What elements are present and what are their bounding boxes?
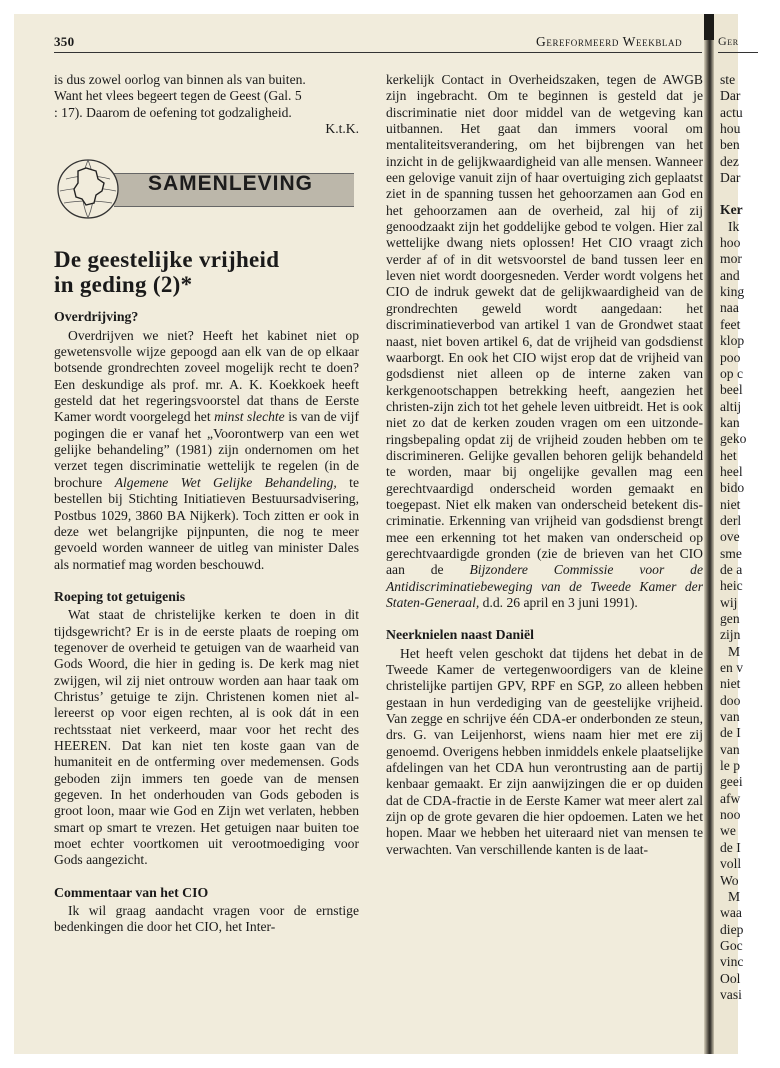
paragraph-commentaar: Ik wil graag aandacht vragen voor de ernstige bedenkingen die door het CIO, het Inter- [54,903,359,935]
paragraph-neerknielen: Het heeft velen geschokt dat tijdens het debat in de Tweede Kamer de vertegenwoordigers van de kleine christelijke partijen GPV, RPF en SGP, zo alleen hebben gestaan in hun verdediging van de geestelijke vrijheid. Van zegge en schrijve één CDA-er onderbonden ze steun, drs. G. van Leijenhorst, wiens naam hier met ere zij genoemd. Overigens hebben inmiddels enkele plaatselijke afdelingen van het CDA hun verontrusting aan de partij kenbaar gemaakt. Er zijn aanwijzingen die er op duiden dat de CDA-fractie in de Eerste Kamer wat meer alert zal zijn op de grote gevaren die hier opdoemen. Laten we het hopen. Maar we hebben het uiteraard niet van mensen te verwachten. Van verschillende kanten is de laat- [386,645,703,857]
author-signature: K.t.K. [325,121,359,137]
spine-mark [704,14,714,40]
cutoff-line: dez [720,153,739,169]
article-title [54,247,359,297]
next-page-header: Ger [718,34,739,48]
cutoff-line: ove [720,529,740,545]
paragraph-text: is van de vijf pogingen die er vanaf het „Voorontwerp van een wet gelijke behandeling” (1981) zijn ondernomen om het verzet tegen discriminatie wettelijk te regelen (in de brochure [54,409,359,490]
column-left [54,72,359,936]
cutoff-line: de I [720,839,741,855]
cutoff-lines-a [720,72,780,186]
cutoff-line: Ool [720,970,741,986]
cutoff-line: derl [720,512,742,528]
cutoff-line: en v [720,660,744,676]
cutoff-line: voll [720,856,742,872]
paragraph-text: te bestellen bij Stichting Initiatieven Bestuursadvisering, Postbus 1029, 3860 BA Nijkerk). Toch zitten er ook in deze wet belangrijke pijnpunten, die nog te meer gevoeld worden wanneer de uitleg van minister Dales als normatief mag worden beschouwd. [54,474,359,572]
emphasis-text: Algemene Wet Gelijke Behandeling, [114,474,337,490]
subheading-neerknielen: Neerknielen naast Daniël [386,627,534,643]
paragraph-overdrijving [54,328,359,573]
cutoff-line: gen [720,611,740,626]
cutoff-line: niet [720,676,741,692]
cutoff-line: feet [720,316,741,332]
cutoff-line: heel [720,463,743,479]
cutoff-line: Ik [728,218,740,234]
cutoff-line: naa [720,300,739,316]
intro-line-1: is dus zowel oorlog van binnen als van buiten. [54,72,306,87]
cutoff-line: sme [720,545,742,561]
cutoff-line: op c [720,365,744,381]
cutoff-line: hou [720,121,741,137]
cutoff-line: afw [720,790,741,806]
cutoff-line: van [720,741,740,757]
cutoff-line: waa [720,905,742,921]
cutoff-line: zijn [720,627,741,643]
cutoff-line: wij [720,594,738,610]
subheading-roeping: Roeping tot getuigenis [54,588,186,604]
cutoff-line: het [720,447,737,463]
cutoff-line: Wo [720,872,739,888]
cutoff-line: niet [720,496,741,512]
column-right [386,72,703,858]
cutoff-line: mor [720,251,742,267]
emphasis-text: minst slechte [214,409,285,425]
article-title-line-2: in geding (2)* [54,272,193,298]
section-logo [52,157,359,221]
column-cut-off [720,72,780,1003]
magazine-page [14,14,747,1054]
cutoff-line: and [720,267,740,283]
cutoff-line: actu [720,104,743,120]
cutoff-line: altij [720,398,742,414]
cutoff-line: vasi [720,986,742,1002]
cutoff-line: geei [720,774,743,790]
cutoff-line: kan [720,414,740,430]
emphasis-text: Bijzondere Commissie voor de Antidiscriminatiebeweging van de Tweede Kamer der Staten-Generaal, [386,562,703,610]
netherlands-globe-icon [52,157,128,221]
header-rule [54,52,702,53]
cutoff-line: diep [720,921,744,937]
paragraph-text: kerkelijk Contact in Overheidszaken, tegen de AWGB zijn ingebracht. Om te beginnen is gesteld dat je discriminatie niet door middel van de wetgeving kan uitbannen. Het gaat dan immers vooral om mentaliteitsverandering, om het bijbrengen van het inzicht in de gelijkwaardigheid van alle mensen. Wanneer een gelovige vanuit zijn of haar overtuiging zich geplaatst ziet in de spanning tussen het gehoorzamen aan God en het gehoorzamen aan de overheid, zal hij of zij genoodzaakt zijn het goddelijke gebod te volgen. Hier zal wettelijke dwang niets oplossen! Het CIO vraagt zich verder af of in dit wetsvoorstel de band tussen leer en leven niet wordt doorgesneden. Verder wordt volgens het CIO de indruk gewekt dat de gelijkwaardigheid van de grondrechten geweld wordt aangedaan: het discriminatieverbod van artikel 1 van de Grondwet staat naast, niet boven artikel 6, dat de vrijheid van godsdienst waarborgt. En ook het CIO wijst erop dat de vrijheid van godsdienst niet alleen op de interne zaken van kerkgenootschappen betrekking heeft, aangezien het christen-zijn zich tot het gehele leven uitbreidt. Het is ook niet zo dat de kerken zouden vragen om een uitzonderingsbepaling opdat zij de vrijheid zouden hebben om te discrimineren. Gelijke gevallen behoren gelijk behandeld te worden, maar bij ongelijke gevallen mag een gerechtvaardigd onderscheid worden gemaakt en toegepast. Niet elk maken van onderscheid betekent discriminatie. Erkenning van vrijheid van godsdienst brengt mee een erkenning tot het maken van onderscheid op gerechtvaardigde gronden (zie de brieven van het CIO aan de [386,72,703,578]
cutoff-line: de I [720,725,741,741]
cutoff-line: de a [720,561,743,577]
paragraph-text: d.d. 26 april en 3 juni 1991). [482,595,638,610]
cutoff-line: king [720,284,745,300]
cutoff-lines-d [720,889,780,1003]
section-badge-label: SAMENLEVING [148,172,314,196]
cutoff-line: bido [720,480,745,496]
cutoff-line: beel [720,382,743,398]
page-number: 350 [54,34,75,49]
cutoff-line: Dar [720,170,741,186]
subheading-overdrijving: Overdrijving? [54,309,139,325]
publication-title: Gereformeerd Weekblad [536,34,683,49]
cutoff-line: M [728,888,741,904]
cutoff-line: le p [720,758,741,774]
next-page-rule [718,52,758,53]
cutoff-line: vinc [720,954,744,970]
cutoff-line: Goc [720,937,743,953]
cutoff-line: ste [720,72,736,87]
cutoff-line: hoo [720,235,741,251]
cutoff-line: poo [720,349,741,365]
paragraph-roeping: Wat staat de christelijke kerken te doen in dit tijdsgewricht? Er is in de eerste plaats de roeping om tegenover de overheid te getuigen van de waarheid van Gods Woord, die hier in geding is. De kerk mag niet zwijgen, wil zij niet ontrouw worden aan haar taak om Christus’ getuige te zijn. Christenen komen niet allereerst op voor eigen rechten, al is ook dát in een rechtsstaat niet verkeerd, maar voor het recht des HEEREN. Dat kan niet ten koste gaan van de humaniteit en de ontferming over medemensen. Gods geboden zijn immers ten goede van de mensen gegeven. In het onderhouden van Gods geboden is groot loon, maar wie God en Zijn wet verlaten, hebben smart op smart te vrezen. Het getuigen naar buiten toe moet echter voortkomen uit verootmoediging voor Gods aangezicht. [54,607,359,868]
paragraph-text: Overdrijven we niet? Heeft het kabinet niet op gewetensvolle wijze gepoogd aan elk van de op elkaar botsende grondrechten zoveel mogelijk recht te doen? Een deskundige als prof. mr. A. K. Koekkoek heeft gesteld dat het regeringsvoorstel dat thans de Eerste Kamer wordt voorgelegd het [54,327,359,425]
cutoff-line: heic [720,578,743,594]
paragraph-cio [386,72,703,611]
cutoff-line: ben [720,137,740,153]
cutoff-line: Dar [720,88,741,104]
cutoff-heading: Ker [720,202,743,218]
cutoff-line: doo [720,692,741,708]
cutoff-line: noo [720,807,741,823]
article-title-line-1: De geestelijke vrijheid [54,247,280,273]
intro-line-2: Want het vlees begeert tegen de Geest (Gal. 5 [54,88,302,104]
cutoff-line: geko [720,431,747,447]
cutoff-lines-c [720,644,780,889]
intro-line-3: : 17). Daarom de oefening tot godzaligheid. [54,104,292,120]
cutoff-line: M [728,643,741,659]
cutoff-line: we [720,823,736,839]
book-spine [704,14,714,1054]
cutoff-line: klop [720,333,745,349]
subheading-commentaar: Commentaar van het CIO [54,884,209,900]
cutoff-line: van [720,709,740,725]
cutoff-lines-b [720,219,780,644]
